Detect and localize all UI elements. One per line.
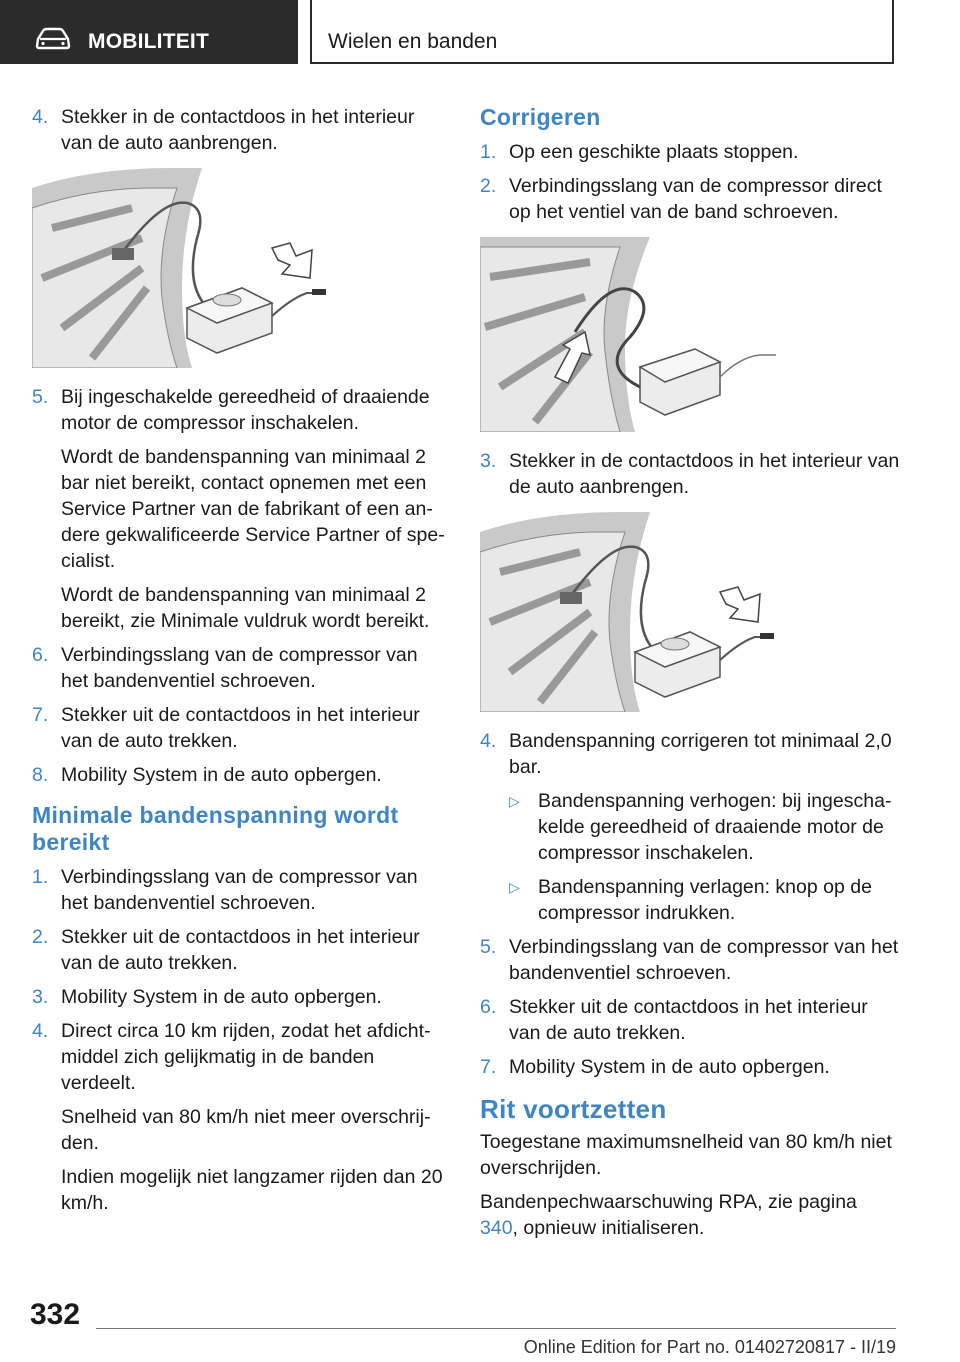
step-text: Stekker uit de contactdoos in het interieur van de auto trekken. bbox=[61, 926, 420, 974]
left-column bbox=[32, 104, 450, 1224]
step-number: 4. bbox=[32, 1020, 49, 1042]
step-number: 4. bbox=[480, 730, 497, 752]
step-text: Op een geschikte plaats stoppen. bbox=[509, 141, 799, 163]
section-tab[interactable] bbox=[0, 0, 298, 64]
list-item bbox=[480, 139, 900, 165]
step-text: Mobility System in de auto opbergen. bbox=[509, 1056, 830, 1078]
step-text: Verbindingsslang van de compressor direct op het ventiel van de band schroeven. bbox=[509, 175, 882, 223]
footer-edition: Online Edition for Part no. 01402720817 - II/19 bbox=[523, 1337, 896, 1357]
step-number: 2. bbox=[32, 926, 49, 948]
valve-figure bbox=[480, 237, 800, 432]
step-number: 5. bbox=[480, 936, 497, 958]
step-number: 7. bbox=[480, 1056, 497, 1078]
compressor-figure bbox=[480, 512, 800, 712]
step-number: 3. bbox=[480, 450, 497, 472]
list-item bbox=[32, 864, 450, 916]
step-number: 5. bbox=[32, 386, 49, 408]
car-icon bbox=[34, 27, 72, 51]
step-note: Wordt de bandenspanning van minimaal 2 bereikt, zie Minimale vuldruk wordt bereikt. bbox=[61, 584, 430, 632]
step-number: 4. bbox=[32, 106, 49, 128]
step-text: Stekker in de contactdoos in het interieur van de auto aanbrengen. bbox=[509, 450, 900, 498]
list-item bbox=[32, 984, 450, 1010]
triangle-bullet-icon: ▷ bbox=[509, 879, 520, 895]
list-item bbox=[480, 934, 900, 986]
step-text: Bij ingeschakelde gereedheid of draaiende motor de compressor inschakelen. bbox=[61, 386, 430, 434]
paragraph bbox=[480, 1189, 900, 1241]
list-item bbox=[32, 924, 450, 976]
list-item bbox=[480, 728, 900, 926]
list-item bbox=[480, 1054, 900, 1080]
section-heading: Corrigeren bbox=[480, 104, 601, 130]
step-number: 2. bbox=[480, 175, 497, 197]
step-text: Verbindingsslang van de compressor van het bandenventiel schroeven. bbox=[61, 644, 418, 692]
list-item bbox=[480, 173, 900, 225]
list-item bbox=[32, 1018, 450, 1216]
step-text: Stekker in de contactdoos in het interieur van de auto aanbrengen. bbox=[61, 106, 415, 154]
chapter-title: Wielen en banden bbox=[328, 30, 498, 53]
step-text: Direct circa 10 km rijden, zodat het afdichtmiddel zich gelijkmatig in de banden verdeelt. bbox=[61, 1020, 431, 1094]
list-item bbox=[480, 994, 900, 1046]
sub-item-text: Bandenspanning verhogen: bij ingeschakelde gereedheid of draaiende motor de compressor inschakelen. bbox=[538, 790, 892, 864]
step-number: 1. bbox=[32, 866, 49, 888]
step-text: Stekker uit de contactdoos in het interieur van de auto trekken. bbox=[509, 996, 868, 1044]
step-text: Stekker uit de contactdoos in het interieur van de auto trekken. bbox=[61, 704, 420, 752]
step-text: Verbindingsslang van de compressor van het bandenventiel schroeven. bbox=[509, 936, 899, 984]
step-text: Bandenspanning corrigeren tot minimaal 2,0 bar. bbox=[509, 730, 892, 778]
step-number: 7. bbox=[32, 704, 49, 726]
step-text: Mobility System in de auto opbergen. bbox=[61, 986, 382, 1008]
step-number: 3. bbox=[32, 986, 49, 1008]
step-number: 6. bbox=[480, 996, 497, 1018]
page-link[interactable]: 340 bbox=[480, 1217, 513, 1239]
step-number: 1. bbox=[480, 141, 497, 163]
section-title: MOBILITEIT bbox=[88, 30, 209, 53]
step-note: Snelheid van 80 km/h niet meer overschrijden. bbox=[61, 1106, 431, 1154]
list-item bbox=[32, 642, 450, 694]
page-header bbox=[0, 0, 960, 66]
paragraph: Toegestane maximumsnelheid van 80 km/h niet overschrijden. bbox=[480, 1131, 892, 1179]
list-item bbox=[32, 702, 450, 754]
page-number: 332 bbox=[30, 1298, 81, 1331]
section-heading: Rit voortzetten bbox=[480, 1094, 667, 1124]
paragraph-text: , opnieuw initialiseren. bbox=[512, 1217, 705, 1239]
section-heading: Minimale bandenspanning wordt bereikt bbox=[32, 802, 399, 855]
step-note: Indien mogelijk niet langzamer rijden dan 20 km/h. bbox=[61, 1166, 443, 1214]
step-number: 8. bbox=[32, 764, 49, 786]
list-item bbox=[32, 762, 450, 788]
step-text: Mobility System in de auto opbergen. bbox=[61, 764, 382, 786]
paragraph-text: Bandenpechwaarschuwing RPA, zie pagina bbox=[480, 1191, 857, 1213]
list-item bbox=[32, 104, 450, 156]
list-item bbox=[480, 448, 900, 500]
sub-item bbox=[509, 874, 900, 926]
list-item bbox=[32, 384, 450, 634]
compressor-figure bbox=[32, 168, 352, 368]
chapter-tab[interactable] bbox=[310, 0, 894, 64]
footer-divider bbox=[96, 1328, 896, 1329]
triangle-bullet-icon: ▷ bbox=[509, 793, 520, 809]
step-note: Wordt de bandenspanning van minimaal 2 bar niet bereikt, contact opnemen met een Service Partner van de fabrikant of een andere gekwalificeerde Service Partner of specialist. bbox=[61, 446, 445, 572]
sub-item-text: Bandenspanning verlagen: knop op de compressor indrukken. bbox=[538, 876, 872, 924]
right-column bbox=[480, 104, 900, 1249]
step-number: 6. bbox=[32, 644, 49, 666]
sub-item bbox=[509, 788, 900, 866]
step-text: Verbindingsslang van de compressor van het bandenventiel schroeven. bbox=[61, 866, 418, 914]
